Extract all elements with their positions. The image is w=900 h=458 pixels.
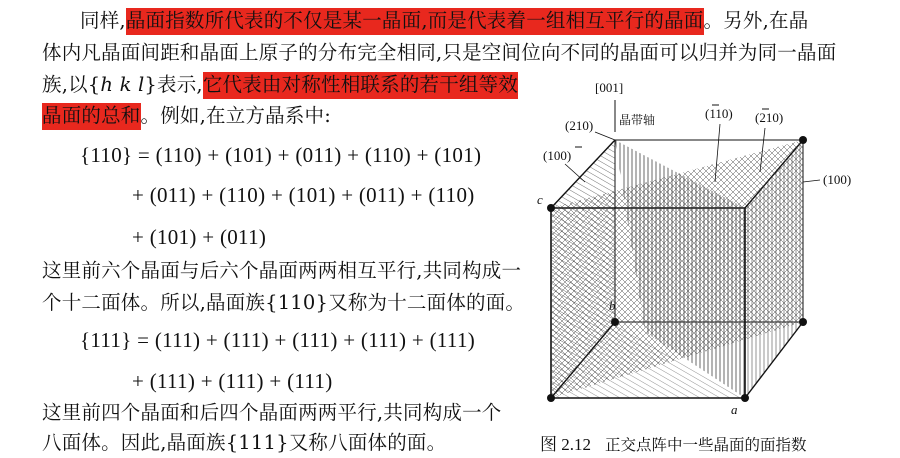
- eq-term: (011): [219, 225, 267, 249]
- leader: [803, 180, 820, 182]
- eq-term: (111): [287, 369, 333, 393]
- eq-term: (110): [428, 183, 475, 207]
- highlight-3: 晶面的总和: [42, 103, 141, 130]
- eq110-row3: + (101) + (011): [132, 225, 267, 249]
- para1-line1: [80, 6, 808, 36]
- label-c: c: [537, 192, 543, 207]
- eq-term: (111): [292, 328, 338, 352]
- para1-line4: [42, 101, 331, 131]
- eq-term: (111): [223, 328, 269, 352]
- para3-line2: 八面体。因此,晶面族{111}又称八面体的面。: [42, 431, 447, 454]
- eq-term: (111): [154, 328, 201, 352]
- text: 族,以{: [42, 73, 101, 96]
- para3-line1: 这里前四个晶面和后四个晶面两两平行,共同构成一个: [42, 401, 502, 424]
- eq-term: (110): [219, 183, 266, 207]
- lattice-point: [799, 318, 807, 326]
- label-zone-axis: 晶带轴: [619, 113, 656, 127]
- label-plane-100: (100): [823, 172, 852, 187]
- label-b: b: [609, 298, 616, 313]
- label-a: a: [731, 402, 738, 417]
- label-001: [001]: [595, 80, 624, 95]
- label-plane-m100: (100): [543, 148, 572, 163]
- eq-term: (101): [434, 143, 482, 167]
- label-plane-m110: (110): [705, 106, 733, 121]
- lattice-point: [547, 394, 555, 402]
- caption-text: 正交点阵中一些晶面的面指数: [605, 436, 807, 454]
- eq110-row1: {110} = (110) + (101) + (011) + (110) + (101): [80, 143, 482, 167]
- eq-term: (011): [149, 183, 196, 207]
- eq-term: (110): [364, 143, 412, 167]
- eq-term: (111): [429, 328, 476, 352]
- highlight-1: 晶面指数所代表的不仅是某一晶面,而是代表着一组相互平行的晶面: [126, 8, 704, 35]
- eq-term: (011): [295, 143, 342, 167]
- lattice-point: [799, 136, 807, 144]
- highlight-2: 它代表由对称性相联系的若干组等效: [203, 72, 518, 99]
- label-plane-m210: (210): [755, 110, 784, 125]
- eq-term: (111): [218, 369, 264, 393]
- lattice-point: [741, 394, 749, 402]
- para1-line2: 体内凡晶面间距和晶面上原子的分布完全相同,只是空间位向不同的晶面可以归并为同一晶面: [42, 41, 837, 64]
- caption-number: 图 2.12: [540, 435, 591, 454]
- hkl-symbol: h k l: [100, 73, 145, 96]
- eq-term: (101): [149, 225, 197, 249]
- eq111-row2: + (111) + (111) + (111): [132, 369, 333, 393]
- text: 同样,: [80, 9, 126, 32]
- text: 。另外,在晶: [703, 9, 809, 32]
- label-plane-210: (210): [565, 118, 594, 133]
- eq-term: (101): [225, 143, 273, 167]
- para1-line3: [42, 70, 518, 100]
- eq-term: (101): [288, 183, 336, 207]
- eq-term: (111): [149, 369, 196, 393]
- figure-caption: [540, 434, 807, 456]
- eq-term: (011): [358, 183, 406, 207]
- crystal-plane-figure: [535, 72, 900, 422]
- eq-lhs: {111} =: [80, 328, 150, 352]
- text: 。例如,在立方晶系中:: [140, 104, 331, 127]
- para2-line1: 这里前六个晶面与后六个晶面两两相互平行,共同构成一: [42, 259, 522, 282]
- para2-line2: 个十二面体。所以,晶面族{110}又称为十二面体的面。: [42, 291, 526, 314]
- eq-lhs: {110} =: [80, 143, 151, 167]
- eq-term: (110): [155, 143, 202, 167]
- eq110-row2: + (011) + (110) + (101) + (011) + (110): [132, 183, 475, 207]
- leader: [565, 164, 585, 182]
- leader: [595, 132, 615, 140]
- text: }表示,: [144, 73, 203, 96]
- lattice-point: [611, 318, 619, 326]
- eq-term: (111): [360, 328, 407, 352]
- lattice-point: [547, 204, 555, 212]
- eq111-row1: {111} = (111) + (111) + (111) + (111) + (111): [80, 328, 476, 352]
